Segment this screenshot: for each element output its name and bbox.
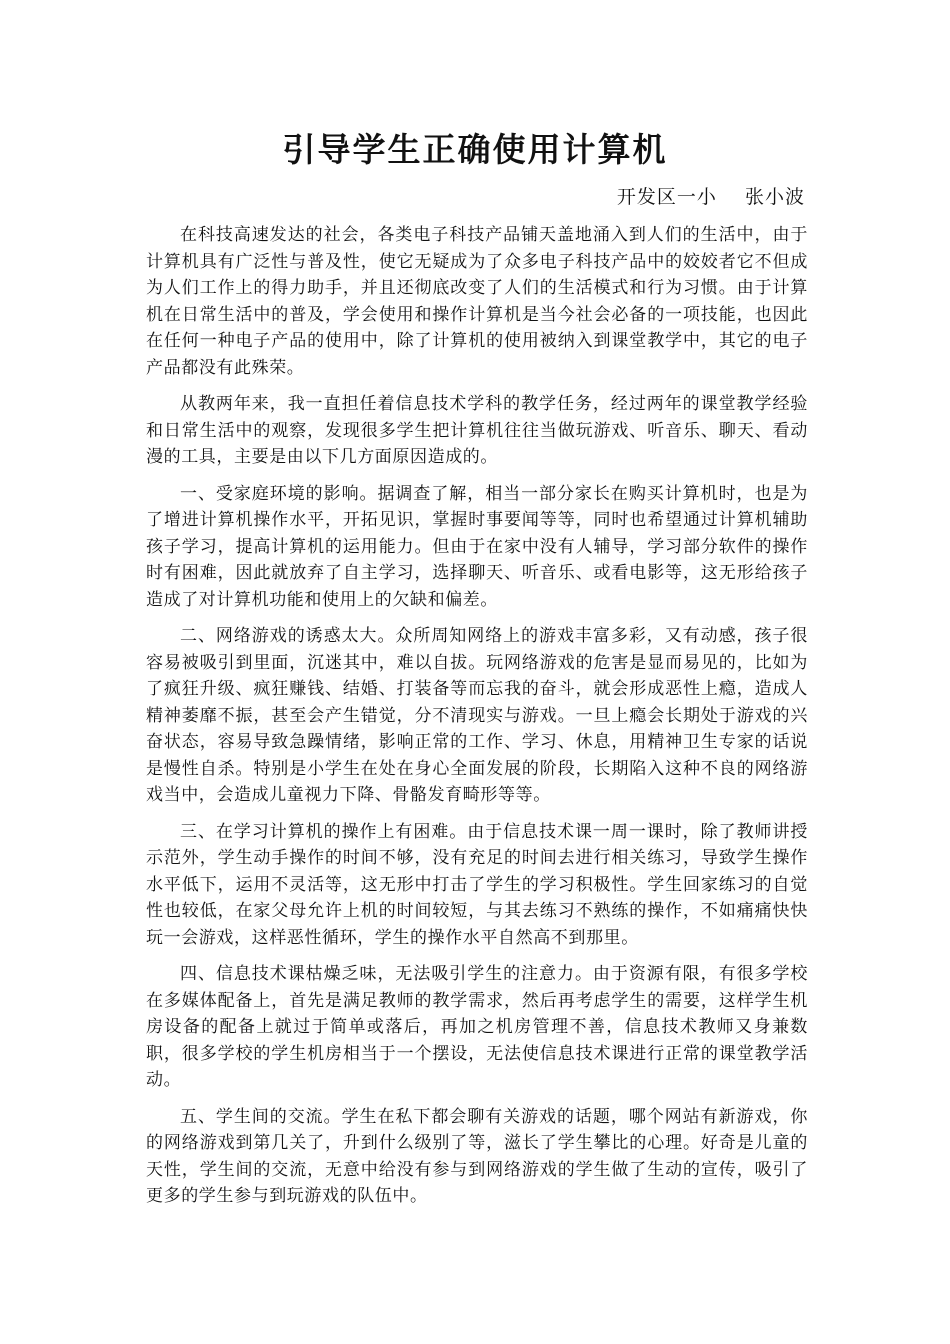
paragraph-observation: 从教两年来，我一直担任着信息技术学科的教学任务，经过两年的课堂教学经验和日常生活中的观察，发现很多学生把计算机往往当做玩游戏、听音乐、聊天、看动漫的工具，主要是由以下几方面原因造成的。 [146, 394, 808, 467]
paragraph-intro: 在科技高速发达的社会，各类电子科技产品铺天盖地涌入到人们的生活中，由于计算机具有广泛性与普及性，使它无疑成为了众多电子科技产品中的姣姣者它不但成为人们工作上的得力助手，并且还彻底改变了人们的生活模式和行为习惯。由于计算机在日常生活中的普及，学会使用和操作计算机是当今社会必备的一项技能，也因此在任何一种电子产品的使用中，除了计算机的使用被纳入到课堂教学中，其它的电子产品都没有此殊荣。 [146, 225, 808, 378]
paragraph-reason-peer-talk: 五、学生间的交流。学生在私下都会聊有关游戏的话题，哪个网站有新游戏，你的网络游戏到第几关了，升到什么级别了等，滋长了学生攀比的心理。好奇是儿童的天性，学生间的交流，无意中给没有参与到网络游戏的学生做了生动的宣传，吸引了更多的学生参与到玩游戏的队伍中。 [146, 1106, 808, 1206]
paragraph-reason-family: 一、受家庭环境的影响。据调查了解，相当一部分家长在购买计算机时，也是为了增进计算机操作水平，开拓见识，掌握时事要闻等等，同时也希望通过计算机辅助孩子学习，提高计算机的运用能力。但由于在家中没有人辅导，学习部分软件的操作时有困难，因此就放弃了自主学习，选择聊天、听音乐、或看电影等，这无形给孩子造成了对计算机功能和使用上的欠缺和偏差。 [146, 483, 808, 610]
paragraph-reason-games: 二、网络游戏的诱惑太大。众所周知网络上的游戏丰富多彩，又有动感，孩子很容易被吸引到里面，沉迷其中，难以自拔。玩网络游戏的危害是显而易见的，比如为了疯狂升级、疯狂赚钱、结婚、打装备等而忘我的奋斗，就会形成恶性上瘾，造成人精神萎靡不振，甚至会产生错觉，分不清现实与游戏。一旦上瘾会长期处于游戏的兴奋状态，容易导致急躁情绪，影响正常的工作、学习、休息，用精神卫生专家的话说是慢性自杀。特别是小学生在处在身心全面发展的阶段，长期陷入这种不良的网络游戏当中，会造成儿童视力下降、骨骼发育畸形等等。 [146, 626, 808, 805]
author-byline: 开发区一小 张小波 [616, 186, 805, 208]
document-title: 引导学生正确使用计算机 [282, 130, 668, 169]
paragraph-reason-difficulty: 三、在学习计算机的操作上有困难。由于信息技术课一周一课时，除了教师讲授示范外，学生动手操作的时间不够，没有充足的时间去进行相关练习，导致学生操作水平低下，运用不灵活等，这无形中打击了学生的学习积极性。学生回家练习的自觉性也较低，在家父母允许上机的时间较短，与其去练习不熟练的操作，不如痛痛快快玩一会游戏，这样恶性循环，学生的操作水平自然高不到那里。 [146, 821, 808, 948]
paragraph-reason-boring-class: 四、信息技术课枯燥乏味，无法吸引学生的注意力。由于资源有限，有很多学校在多媒体配备上，首先是满足教师的教学需求，然后再考虑学生的需要，这样学生机房设备的配备上就过于简单或落后，再加之机房管理不善，信息技术教师又身兼数职，很多学校的学生机房相当于一个摆设，无法使信息技术课进行正常的课堂教学活动。 [146, 964, 808, 1090]
document-body [146, 222, 808, 1220]
